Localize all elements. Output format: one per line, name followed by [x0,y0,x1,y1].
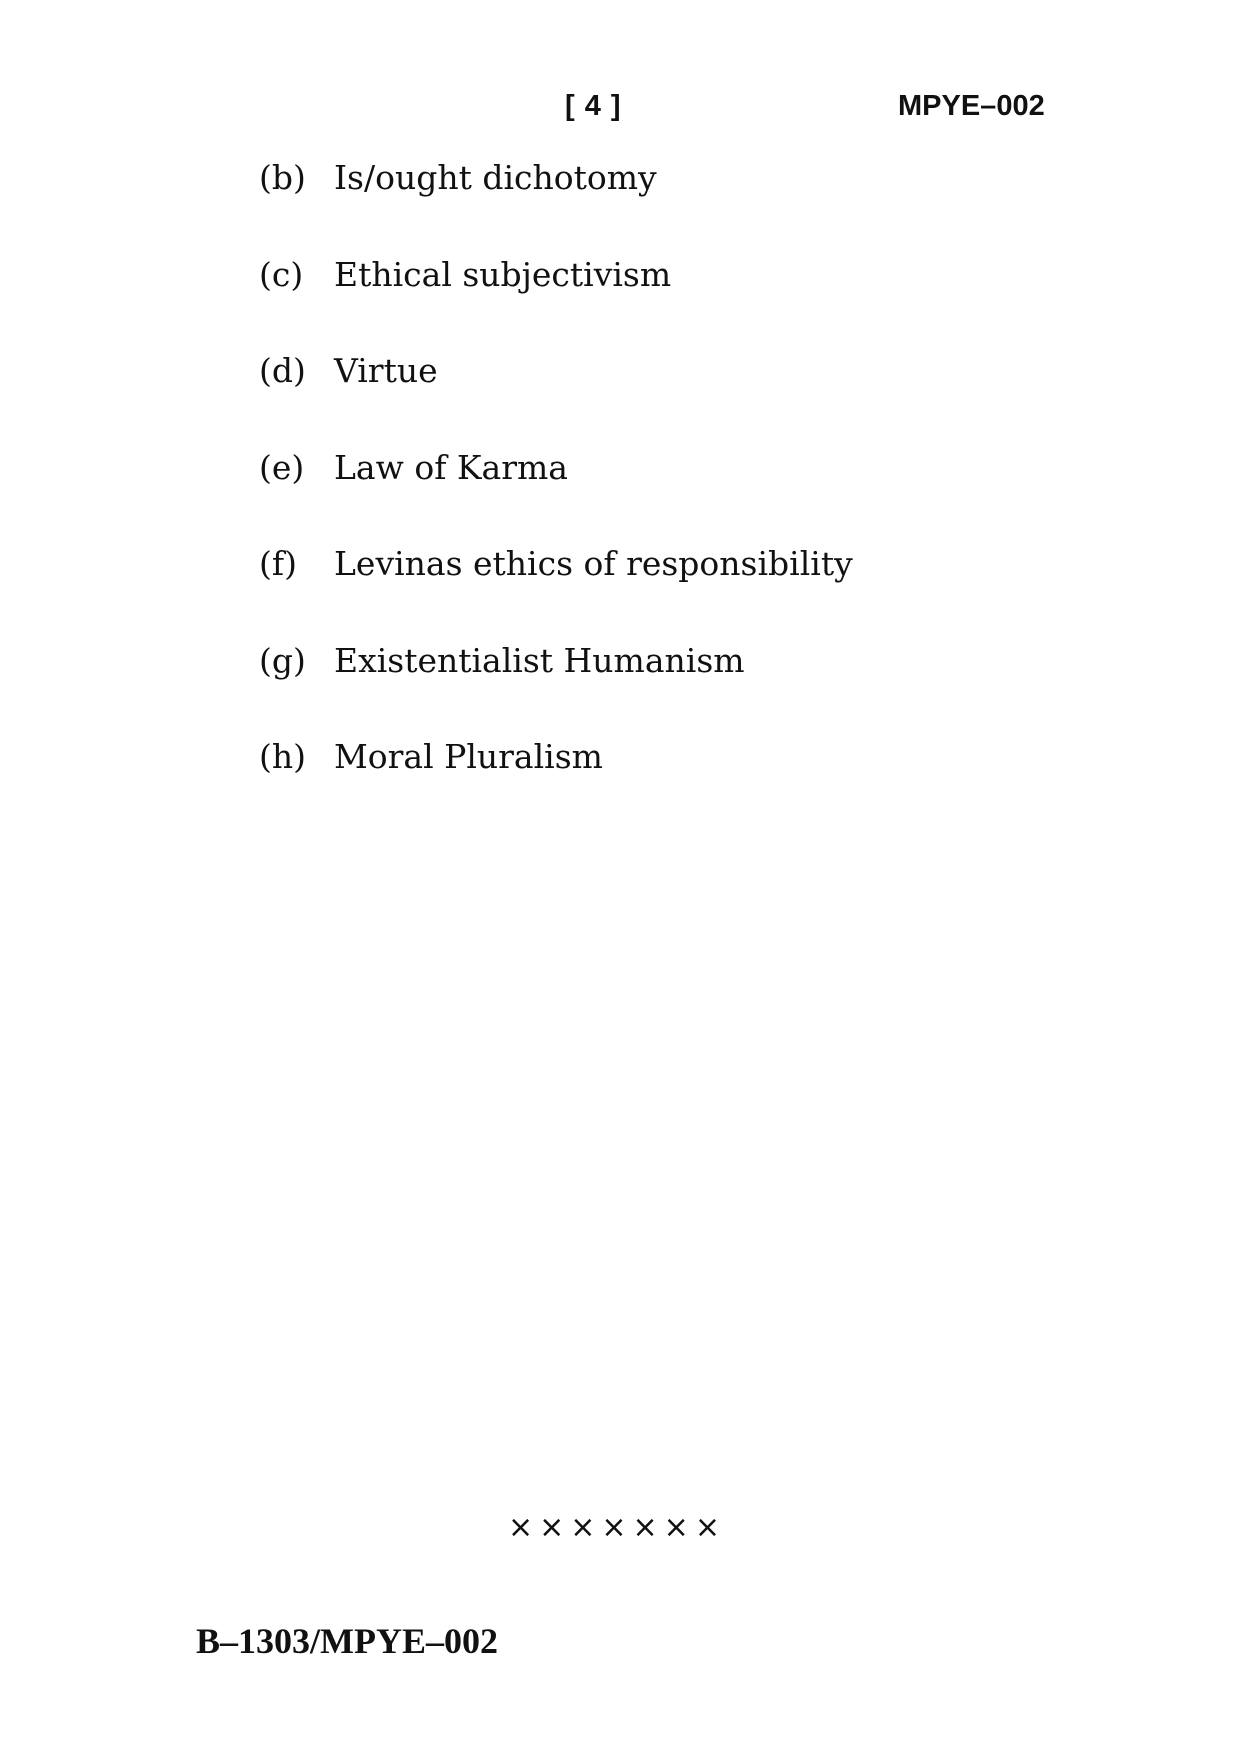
item-text: Existentialist Humanism [334,640,745,680]
item-marker: (h) [259,737,307,776]
list-item [259,542,853,639]
item-marker: (g) [259,640,306,680]
list-item [259,446,853,543]
item-marker: (d) [259,351,306,390]
item-marker: (f) [259,544,297,583]
item-text: Virtue [334,351,438,390]
item-text: Law of Karma [334,447,568,487]
question-list [259,156,853,832]
list-item [259,253,853,350]
item-text: Moral Pluralism [334,737,603,776]
item-text: Is/ought dichotomy [334,158,657,197]
page-number: [ 4 ] [565,90,622,122]
item-marker: (b) [259,158,306,197]
end-of-paper-mark: ××××××× [508,1510,726,1545]
paper-code: MPYE–002 [898,90,1045,122]
item-marker: (c) [259,254,304,294]
item-text: Ethical subjectivism [334,254,672,294]
list-item [259,735,853,832]
item-marker: (e) [259,447,305,487]
list-item [259,349,853,446]
footer-paper-code: B–1303/MPYE–002 [196,1621,498,1661]
list-item [259,639,853,736]
list-item [259,156,853,253]
item-text: Levinas ethics of responsibility [334,544,853,583]
